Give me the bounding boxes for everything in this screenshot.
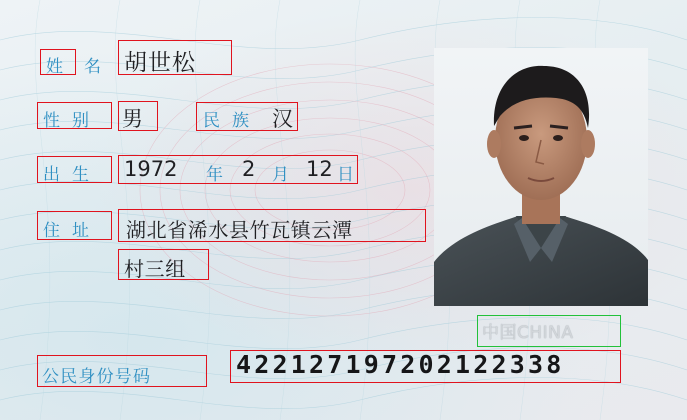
ethnicity-label: 民族 [203, 111, 261, 131]
birth-label: 出生 [43, 165, 101, 185]
annotation-box-address-line-2 [118, 249, 209, 280]
birth-day: 12 [306, 157, 333, 181]
address-line-1: 湖北省浠水县竹瓦镇云潭 [126, 218, 353, 242]
name-label-second: 名 [84, 57, 102, 77]
annotation-box-id-number [230, 350, 621, 383]
birth-year: 1972 [124, 157, 178, 181]
address-label: 住址 [43, 221, 101, 241]
name-label-first: 姓 [46, 57, 64, 77]
portrait-photo [434, 48, 648, 306]
birth-month-unit: 月 [272, 165, 290, 185]
id-number-label: 公民身份号码 [42, 367, 152, 387]
annotation-box-id-label [37, 355, 207, 387]
address-line-2: 村三组 [124, 257, 186, 281]
birth-year-unit: 年 [206, 165, 224, 185]
annotation-box-birth-value [118, 155, 358, 184]
name-value: 胡世松 [124, 50, 196, 76]
annotation-box-watermark [477, 315, 621, 347]
annotation-box-sex-label [37, 102, 112, 129]
id-number-value: 422127197202122338 [236, 350, 565, 379]
birth-day-unit: 日 [337, 165, 355, 185]
annotation-box-address-line-1 [118, 209, 426, 242]
annotation-box-sex-value [118, 101, 158, 131]
annotation-box-ethnicity [196, 102, 298, 131]
annotation-box-birth-label [37, 156, 112, 183]
annotation-box-address-label [37, 211, 112, 240]
annotation-box-name-value [118, 40, 232, 75]
birth-month: 2 [242, 157, 256, 181]
sex-label: 性别 [43, 111, 101, 131]
china-watermark: 中国CHINA [482, 323, 574, 343]
sex-value: 男 [122, 107, 143, 131]
annotation-box-name-label-first [40, 49, 76, 75]
ethnicity-value: 汉 [272, 107, 293, 131]
